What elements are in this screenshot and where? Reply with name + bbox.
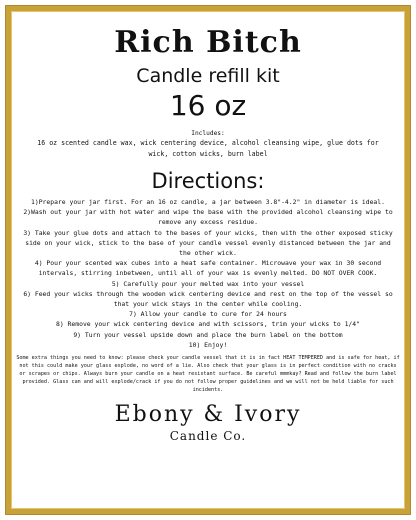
directions-steps: [14, 197, 402, 350]
card-content: [14, 14, 402, 506]
product-size: 16 oz: [169, 89, 247, 122]
direction-step: 9) Turn your vessel upside down and place the burn label on the bottom: [73, 330, 343, 339]
product-subtitle: Candle refill kit: [136, 65, 280, 87]
directions-title: Directions:: [151, 169, 265, 193]
direction-step: 7) Allow your candle to cure for 24 hours: [129, 310, 287, 319]
brand-title: Rich Bitch: [114, 25, 302, 60]
direction-step: 2)Wash out your jar with hot water and wipe the base with the provided alcohol cleansing wipe to remove any excess residue.: [23, 208, 393, 227]
includes-text: 16 oz scented candle wax, wick centering device, alcohol cleansing wipe, glue dots for wick, cotton wicks, burn label: [37, 139, 379, 158]
safety-notes: Some extra things you need to know: please check your candle vessel that it is in fact HEAT TEMPERED and is safe for heat, if not this could make your glass explode, no word of a lie. Also check that your glass is in perfect condition with no cracks or scrapes or chips. Always burn your candle on a heat resistant surface. Be careful mmmkay? Read and follow the burn label provided. Glass can and will explode/crack if you do not follow proper guidelines and we will not be held liable for such incidents.: [16, 355, 400, 394]
includes-label: Includes:: [191, 130, 225, 137]
direction-step: 5) Carefully pour your melted wax into your vessel: [111, 279, 305, 288]
direction-step: 10) Enjoy!: [188, 340, 228, 349]
company-subtitle: Candle Co.: [169, 429, 247, 444]
direction-step: 4) Pour your scented wax cubes into a heat safe container. Microwave your wax in 30 second intervals, stirring inbetween, until all of your wax is evenly melted. DO NOT OVER COOK.: [34, 259, 382, 278]
direction-step: 6) Feed your wicks through the wooden wick centering device and rest on the top of the vessel so that your wick stays in the center while cooling.: [23, 289, 393, 309]
company-logo: Ebony & Ivory: [114, 402, 302, 428]
direction-step: 1)Prepare your jar first. For an 16 oz candle, a jar between 3.8"-4.2" in diameter is ideal.: [31, 198, 385, 206]
direction-step: 3) Take your glue dots and attach to the bases of your wicks, then with the other exposed sticky side on your wick, stick to the base of your candle vessel evenly distanced between the jar and the other wick.: [23, 228, 393, 258]
direction-step: 8) Remove your wick centering device and with scissors, trim your wicks to 1/4": [56, 320, 360, 329]
